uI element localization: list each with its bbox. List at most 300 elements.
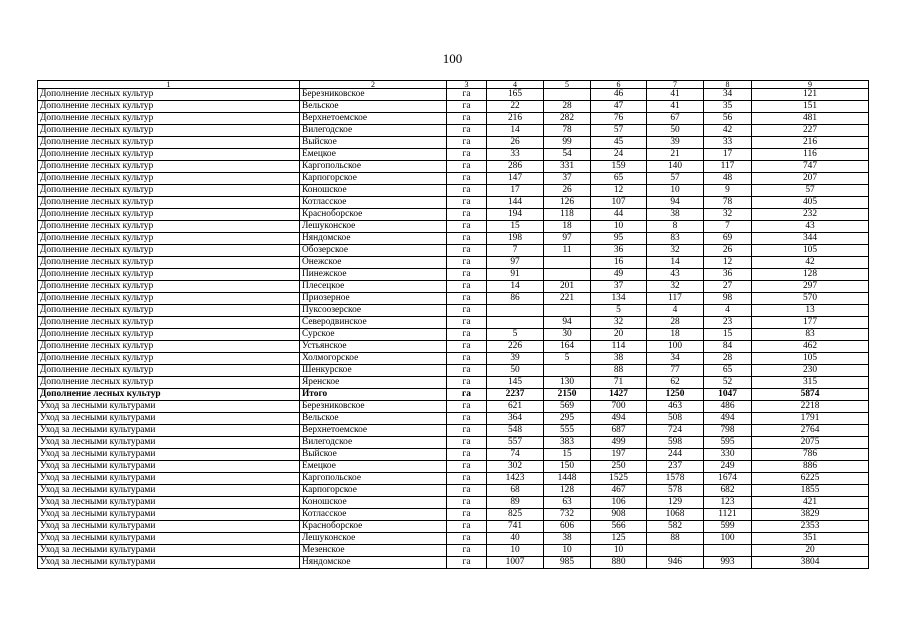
unit-cell: га: [447, 449, 487, 461]
value-cell: 10: [591, 221, 647, 233]
value-cell: 26: [704, 245, 752, 257]
value-cell: 97: [544, 233, 591, 245]
forestry-cell: Пинежское: [300, 269, 447, 281]
table-row: [38, 329, 869, 341]
value-cell: 28: [544, 101, 591, 113]
value-cell: [704, 545, 752, 557]
forestry-cell: Котласское: [300, 509, 447, 521]
table-row: [38, 557, 869, 569]
activity-cell: Дополнение лесных культур: [38, 305, 300, 317]
column-number: 2: [300, 81, 447, 89]
value-cell: 582: [647, 521, 704, 533]
table-row: [38, 269, 869, 281]
value-cell: 232: [752, 209, 869, 221]
value-cell: [544, 305, 591, 317]
value-cell: 17: [487, 185, 544, 197]
value-cell: 89: [487, 497, 544, 509]
table-row: [38, 161, 869, 173]
unit-cell: га: [447, 173, 487, 185]
value-cell: 2353: [752, 521, 869, 533]
value-cell: 24: [591, 149, 647, 161]
value-cell: 985: [544, 557, 591, 569]
value-cell: 78: [544, 125, 591, 137]
value-cell: 481: [752, 113, 869, 125]
value-cell: 32: [591, 317, 647, 329]
value-cell: 125: [591, 533, 647, 545]
forestry-cell: Карпогорское: [300, 485, 447, 497]
unit-cell: га: [447, 557, 487, 569]
value-cell: 83: [647, 233, 704, 245]
value-cell: 150: [544, 461, 591, 473]
column-number: 4: [487, 81, 544, 89]
activity-cell: Дополнение лесных культур: [38, 125, 300, 137]
table-row: [38, 305, 869, 317]
value-cell: 494: [704, 413, 752, 425]
value-cell: 54: [544, 149, 591, 161]
table-row: [38, 245, 869, 257]
value-cell: 467: [591, 485, 647, 497]
value-cell: 38: [591, 353, 647, 365]
value-cell: 42: [752, 257, 869, 269]
table-header-row: [38, 81, 869, 89]
value-cell: 1448: [544, 473, 591, 485]
forest-data-table: [37, 80, 869, 569]
value-cell: 46: [591, 89, 647, 101]
unit-cell: га: [447, 281, 487, 293]
unit-cell: га: [447, 257, 487, 269]
value-cell: 10: [544, 545, 591, 557]
value-cell: 798: [704, 425, 752, 437]
table-row: [38, 437, 869, 449]
value-cell: 421: [752, 497, 869, 509]
unit-cell: га: [447, 341, 487, 353]
table-row: [38, 113, 869, 125]
value-cell: 295: [544, 413, 591, 425]
forestry-cell: Выйское: [300, 449, 447, 461]
value-cell: 57: [647, 173, 704, 185]
table-row: [38, 209, 869, 221]
forestry-cell: Выйское: [300, 137, 447, 149]
forestry-cell: Березниковское: [300, 89, 447, 101]
column-number: 3: [447, 81, 487, 89]
value-cell: 49: [591, 269, 647, 281]
value-cell: 747: [752, 161, 869, 173]
activity-cell: Дополнение лесных культур: [38, 389, 300, 401]
value-cell: 100: [704, 533, 752, 545]
table-row: [38, 173, 869, 185]
activity-cell: Дополнение лесных культур: [38, 197, 300, 209]
value-cell: 105: [752, 353, 869, 365]
value-cell: 15: [544, 449, 591, 461]
column-number: 9: [752, 81, 869, 89]
value-cell: 129: [647, 497, 704, 509]
unit-cell: га: [447, 377, 487, 389]
value-cell: 65: [591, 173, 647, 185]
unit-cell: га: [447, 485, 487, 497]
value-cell: 230: [752, 365, 869, 377]
value-cell: 15: [487, 221, 544, 233]
value-cell: 74: [487, 449, 544, 461]
forestry-cell: Лешуконское: [300, 533, 447, 545]
value-cell: [544, 257, 591, 269]
value-cell: 38: [647, 209, 704, 221]
table-row: [38, 497, 869, 509]
unit-cell: га: [447, 353, 487, 365]
value-cell: 825: [487, 509, 544, 521]
unit-cell: га: [447, 269, 487, 281]
activity-cell: Дополнение лесных культур: [38, 185, 300, 197]
table-row: [38, 401, 869, 413]
value-cell: 123: [704, 497, 752, 509]
value-cell: 26: [544, 185, 591, 197]
activity-cell: Уход за лесными культурами: [38, 485, 300, 497]
activity-cell: Дополнение лесных культур: [38, 233, 300, 245]
table-row: [38, 257, 869, 269]
forestry-cell: Красноборское: [300, 209, 447, 221]
unit-cell: га: [447, 425, 487, 437]
table-row: [38, 413, 869, 425]
value-cell: 993: [704, 557, 752, 569]
value-cell: 56: [704, 113, 752, 125]
value-cell: 68: [487, 485, 544, 497]
value-cell: 198: [487, 233, 544, 245]
forestry-cell: Устьянское: [300, 341, 447, 353]
table-row: [38, 137, 869, 149]
column-number: 8: [704, 81, 752, 89]
activity-cell: Дополнение лесных культур: [38, 341, 300, 353]
value-cell: 42: [704, 125, 752, 137]
value-cell: 201: [544, 281, 591, 293]
value-cell: 197: [591, 449, 647, 461]
value-cell: 22: [487, 101, 544, 113]
value-cell: 621: [487, 401, 544, 413]
table-row: [38, 449, 869, 461]
value-cell: 462: [752, 341, 869, 353]
value-cell: 20: [591, 329, 647, 341]
value-cell: 147: [487, 173, 544, 185]
unit-cell: га: [447, 521, 487, 533]
value-cell: 5: [591, 305, 647, 317]
unit-cell: га: [447, 245, 487, 257]
value-cell: 1068: [647, 509, 704, 521]
value-cell: 18: [647, 329, 704, 341]
value-cell: 34: [704, 89, 752, 101]
activity-cell: Дополнение лесных культур: [38, 245, 300, 257]
value-cell: 65: [704, 365, 752, 377]
value-cell: 100: [647, 341, 704, 353]
value-cell: 41: [647, 101, 704, 113]
activity-cell: Дополнение лесных культур: [38, 257, 300, 269]
value-cell: 599: [704, 521, 752, 533]
value-cell: 21: [647, 149, 704, 161]
table-row: [38, 545, 869, 557]
forestry-cell: Емецкое: [300, 149, 447, 161]
forestry-cell: Котласское: [300, 197, 447, 209]
unit-cell: га: [447, 149, 487, 161]
value-cell: 557: [487, 437, 544, 449]
table-row: [38, 341, 869, 353]
activity-cell: Уход за лесными культурами: [38, 545, 300, 557]
value-cell: 297: [752, 281, 869, 293]
value-cell: 5: [544, 353, 591, 365]
value-cell: 76: [591, 113, 647, 125]
activity-cell: Дополнение лесных культур: [38, 293, 300, 305]
forestry-cell: Онежское: [300, 257, 447, 269]
forestry-cell: Лешуконское: [300, 221, 447, 233]
activity-cell: Уход за лесными культурами: [38, 533, 300, 545]
forestry-cell: Мезенское: [300, 545, 447, 557]
value-cell: 88: [647, 533, 704, 545]
unit-cell: га: [447, 185, 487, 197]
value-cell: 32: [704, 209, 752, 221]
forestry-cell: Шенкурское: [300, 365, 447, 377]
forestry-cell: Вилегодское: [300, 125, 447, 137]
value-cell: 463: [647, 401, 704, 413]
unit-cell: га: [447, 365, 487, 377]
value-cell: 1121: [704, 509, 752, 521]
value-cell: 67: [647, 113, 704, 125]
value-cell: 84: [704, 341, 752, 353]
forestry-cell: Емецкое: [300, 461, 447, 473]
value-cell: 30: [544, 329, 591, 341]
column-number: 6: [591, 81, 647, 89]
value-cell: 13: [752, 305, 869, 317]
value-cell: 249: [704, 461, 752, 473]
value-cell: 237: [647, 461, 704, 473]
table-row: [38, 389, 869, 401]
value-cell: 128: [544, 485, 591, 497]
value-cell: 405: [752, 197, 869, 209]
unit-cell: га: [447, 125, 487, 137]
value-cell: 1007: [487, 557, 544, 569]
value-cell: 144: [487, 197, 544, 209]
value-cell: 1855: [752, 485, 869, 497]
activity-cell: Уход за лесными культурами: [38, 449, 300, 461]
value-cell: 216: [487, 113, 544, 125]
value-cell: 105: [752, 245, 869, 257]
value-cell: 10: [647, 185, 704, 197]
table-row: [38, 221, 869, 233]
value-cell: 1423: [487, 473, 544, 485]
activity-cell: Уход за лесными культурами: [38, 425, 300, 437]
value-cell: [544, 365, 591, 377]
activity-cell: Дополнение лесных культур: [38, 173, 300, 185]
value-cell: 687: [591, 425, 647, 437]
value-cell: 117: [647, 293, 704, 305]
activity-cell: Дополнение лесных культур: [38, 377, 300, 389]
value-cell: 946: [647, 557, 704, 569]
forestry-cell: Верхнетоемское: [300, 113, 447, 125]
value-cell: 88: [591, 365, 647, 377]
value-cell: 15: [704, 329, 752, 341]
value-cell: 128: [752, 269, 869, 281]
value-cell: 8: [647, 221, 704, 233]
forestry-cell: Березниковское: [300, 401, 447, 413]
value-cell: [544, 269, 591, 281]
table-row: [38, 233, 869, 245]
value-cell: 40: [487, 533, 544, 545]
value-cell: 226: [487, 341, 544, 353]
activity-cell: Дополнение лесных культур: [38, 209, 300, 221]
value-cell: 595: [704, 437, 752, 449]
value-cell: 2218: [752, 401, 869, 413]
value-cell: 38: [544, 533, 591, 545]
value-cell: 16: [591, 257, 647, 269]
value-cell: 221: [544, 293, 591, 305]
value-cell: 606: [544, 521, 591, 533]
value-cell: 43: [647, 269, 704, 281]
value-cell: 39: [487, 353, 544, 365]
forestry-cell: Красноборское: [300, 521, 447, 533]
value-cell: 3804: [752, 557, 869, 569]
value-cell: 9: [704, 185, 752, 197]
forestry-cell: Итого: [300, 389, 447, 401]
value-cell: 344: [752, 233, 869, 245]
value-cell: 23: [704, 317, 752, 329]
unit-cell: га: [447, 89, 487, 101]
activity-cell: Дополнение лесных культур: [38, 269, 300, 281]
table-row: [38, 353, 869, 365]
unit-cell: га: [447, 473, 487, 485]
value-cell: 32: [647, 281, 704, 293]
forestry-cell: Северодвинское: [300, 317, 447, 329]
value-cell: 2150: [544, 389, 591, 401]
value-cell: 908: [591, 509, 647, 521]
value-cell: 216: [752, 137, 869, 149]
activity-cell: Уход за лесными культурами: [38, 461, 300, 473]
unit-cell: га: [447, 545, 487, 557]
forestry-cell: Обозерское: [300, 245, 447, 257]
value-cell: 569: [544, 401, 591, 413]
value-cell: 508: [647, 413, 704, 425]
value-cell: 578: [647, 485, 704, 497]
forestry-cell: Сурское: [300, 329, 447, 341]
column-number: 7: [647, 81, 704, 89]
value-cell: 71: [591, 377, 647, 389]
value-cell: 2237: [487, 389, 544, 401]
value-cell: 43: [752, 221, 869, 233]
table-row: [38, 293, 869, 305]
value-cell: 14: [487, 281, 544, 293]
table-row: [38, 317, 869, 329]
value-cell: 28: [704, 353, 752, 365]
table-row: [38, 485, 869, 497]
value-cell: 107: [591, 197, 647, 209]
forestry-cell: Каргопольское: [300, 161, 447, 173]
page-number: 100: [442, 51, 463, 66]
value-cell: 62: [647, 377, 704, 389]
value-cell: 282: [544, 113, 591, 125]
activity-cell: Уход за лесными культурами: [38, 521, 300, 533]
value-cell: 2075: [752, 437, 869, 449]
forestry-cell: Коношское: [300, 497, 447, 509]
value-cell: 3829: [752, 509, 869, 521]
activity-cell: Уход за лесными культурами: [38, 473, 300, 485]
value-cell: 28: [647, 317, 704, 329]
value-cell: 44: [591, 209, 647, 221]
value-cell: 7: [704, 221, 752, 233]
forestry-cell: Холмогорское: [300, 353, 447, 365]
unit-cell: га: [447, 329, 487, 341]
forestry-cell: Карпогорское: [300, 173, 447, 185]
table-row: [38, 89, 869, 101]
value-cell: 786: [752, 449, 869, 461]
value-cell: 1525: [591, 473, 647, 485]
value-cell: 33: [704, 137, 752, 149]
value-cell: 145: [487, 377, 544, 389]
value-cell: 1674: [704, 473, 752, 485]
value-cell: 126: [544, 197, 591, 209]
value-cell: 227: [752, 125, 869, 137]
forestry-cell: Плесецкое: [300, 281, 447, 293]
table-row: [38, 197, 869, 209]
value-cell: 1427: [591, 389, 647, 401]
value-cell: 12: [704, 257, 752, 269]
table-row: [38, 365, 869, 377]
unit-cell: га: [447, 317, 487, 329]
value-cell: 194: [487, 209, 544, 221]
table-row: [38, 125, 869, 137]
activity-cell: Дополнение лесных культур: [38, 149, 300, 161]
value-cell: 34: [647, 353, 704, 365]
value-cell: 47: [591, 101, 647, 113]
value-cell: 207: [752, 173, 869, 185]
value-cell: 140: [647, 161, 704, 173]
value-cell: 499: [591, 437, 647, 449]
value-cell: 20: [752, 545, 869, 557]
value-cell: 286: [487, 161, 544, 173]
value-cell: 83: [752, 329, 869, 341]
value-cell: 26: [487, 137, 544, 149]
unit-cell: га: [447, 305, 487, 317]
unit-cell: га: [447, 293, 487, 305]
value-cell: 63: [544, 497, 591, 509]
value-cell: 331: [544, 161, 591, 173]
value-cell: 151: [752, 101, 869, 113]
value-cell: 5: [487, 329, 544, 341]
value-cell: 741: [487, 521, 544, 533]
forestry-cell: Пуксоозерское: [300, 305, 447, 317]
value-cell: 724: [647, 425, 704, 437]
value-cell: 36: [704, 269, 752, 281]
value-cell: 11: [544, 245, 591, 257]
value-cell: 114: [591, 341, 647, 353]
table-row: [38, 281, 869, 293]
table-row: [38, 185, 869, 197]
value-cell: 732: [544, 509, 591, 521]
value-cell: 95: [591, 233, 647, 245]
activity-cell: Дополнение лесных культур: [38, 329, 300, 341]
unit-cell: га: [447, 437, 487, 449]
value-cell: 106: [591, 497, 647, 509]
value-cell: [487, 317, 544, 329]
unit-cell: га: [447, 221, 487, 233]
value-cell: 97: [487, 257, 544, 269]
activity-cell: Дополнение лесных культур: [38, 281, 300, 293]
forestry-cell: Няндомское: [300, 233, 447, 245]
value-cell: 33: [487, 149, 544, 161]
value-cell: 14: [647, 257, 704, 269]
value-cell: 39: [647, 137, 704, 149]
activity-cell: Уход за лесными культурами: [38, 557, 300, 569]
value-cell: 165: [487, 89, 544, 101]
activity-cell: Дополнение лесных культур: [38, 101, 300, 113]
value-cell: 330: [704, 449, 752, 461]
value-cell: 570: [752, 293, 869, 305]
activity-cell: Уход за лесными культурами: [38, 437, 300, 449]
value-cell: 37: [591, 281, 647, 293]
value-cell: 598: [647, 437, 704, 449]
